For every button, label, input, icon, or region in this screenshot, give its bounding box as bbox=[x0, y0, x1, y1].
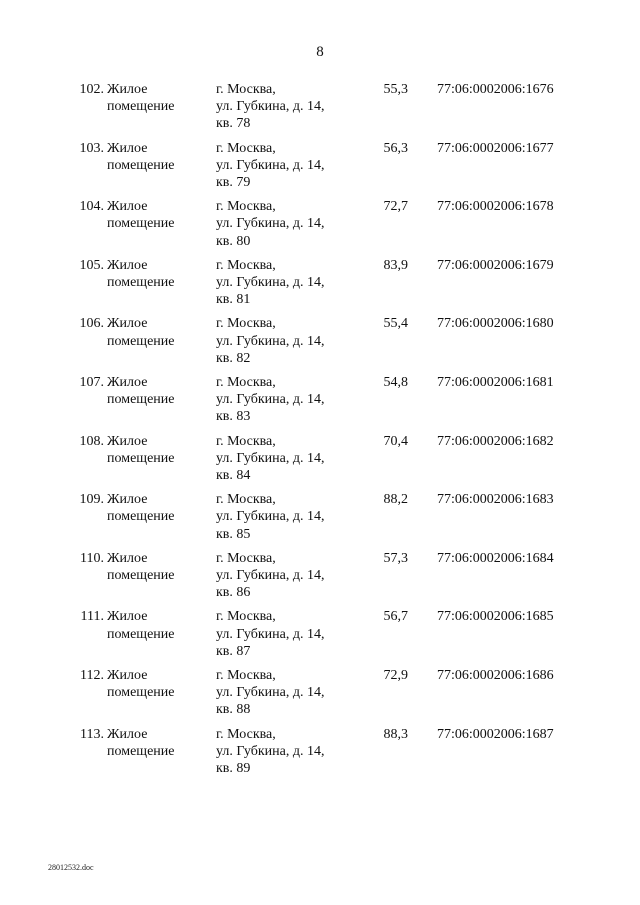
property-row bbox=[0, 257, 640, 316]
address-line-1: г. Москва, bbox=[216, 492, 276, 508]
property-type-line-1: Жилое bbox=[107, 82, 148, 97]
address-line-1: г. Москва, bbox=[216, 726, 276, 742]
page-number: 8 bbox=[316, 44, 324, 60]
address-line-3: кв. 86 bbox=[216, 585, 251, 601]
property-address bbox=[216, 550, 366, 602]
property-area: 56,7 bbox=[383, 609, 408, 625]
address-line-2: ул. Губкина, д. 14, bbox=[216, 626, 325, 642]
property-type-line-1: Жилое bbox=[107, 726, 148, 742]
property-type bbox=[107, 726, 207, 760]
property-type bbox=[107, 608, 207, 642]
property-row bbox=[0, 81, 640, 140]
row-number: 103. bbox=[79, 140, 104, 156]
row-number: 102. bbox=[79, 82, 104, 97]
property-type-line-2: помещение bbox=[107, 274, 175, 290]
property-type-line-2: помещение bbox=[107, 626, 175, 642]
address-line-3: кв. 89 bbox=[216, 760, 251, 776]
property-address bbox=[216, 491, 366, 543]
property-type bbox=[107, 198, 207, 232]
property-type-line-2: помещение bbox=[107, 392, 175, 408]
address-line-2: ул. Губкина, д. 14, bbox=[216, 450, 325, 466]
address-line-2: ул. Губкина, д. 14, bbox=[216, 274, 325, 290]
property-type-line-2: помещение bbox=[107, 450, 175, 466]
property-area: 88,3 bbox=[383, 726, 408, 742]
property-address bbox=[216, 433, 366, 485]
property-type bbox=[107, 81, 207, 115]
property-type bbox=[107, 550, 207, 584]
cadastral-number: 77:06:0002006:1679 bbox=[437, 257, 554, 273]
cadastral-number: 77:06:0002006:1680 bbox=[437, 316, 554, 332]
row-number: 113. bbox=[80, 726, 104, 742]
address-line-2: ул. Губкина, д. 14, bbox=[216, 567, 325, 583]
row-number: 110. bbox=[80, 550, 104, 566]
property-address bbox=[216, 315, 366, 367]
address-line-1: г. Москва, bbox=[216, 257, 276, 273]
property-type-line-2: помещение bbox=[107, 567, 175, 583]
property-type-line-2: помещение bbox=[107, 685, 175, 701]
property-type-line-1: Жилое bbox=[107, 667, 148, 683]
property-row bbox=[0, 491, 640, 550]
property-address bbox=[216, 667, 366, 719]
property-type-line-1: Жилое bbox=[107, 609, 148, 625]
property-row bbox=[0, 374, 640, 433]
address-line-1: г. Москва, bbox=[216, 316, 276, 332]
property-area: 57,3 bbox=[383, 550, 408, 566]
property-type-line-1: Жилое bbox=[107, 199, 148, 215]
property-type bbox=[107, 374, 207, 408]
document-filename: 28012532.doc bbox=[48, 863, 94, 872]
property-row bbox=[0, 433, 640, 492]
property-address bbox=[216, 726, 366, 778]
property-row bbox=[0, 198, 640, 257]
address-line-1: г. Москва, bbox=[216, 374, 276, 390]
property-type bbox=[107, 257, 207, 291]
property-type-line-2: помещение bbox=[107, 333, 175, 349]
property-row bbox=[0, 667, 640, 726]
address-line-2: ул. Губкина, д. 14, bbox=[216, 333, 325, 349]
row-number: 112. bbox=[80, 667, 104, 683]
address-line-3: кв. 83 bbox=[216, 409, 251, 425]
property-type-line-1: Жилое bbox=[107, 374, 148, 390]
property-area: 54,8 bbox=[383, 374, 408, 390]
address-line-3: кв. 78 bbox=[216, 116, 251, 132]
address-line-2: ул. Губкина, д. 14, bbox=[216, 743, 325, 759]
property-address bbox=[216, 374, 366, 426]
row-number: 107. bbox=[79, 374, 104, 390]
address-line-3: кв. 79 bbox=[216, 175, 251, 190]
property-type bbox=[107, 315, 207, 349]
property-area: 88,2 bbox=[383, 492, 408, 508]
property-area: 83,9 bbox=[383, 257, 408, 273]
property-type-line-2: помещение bbox=[107, 157, 175, 173]
address-line-3: кв. 88 bbox=[216, 702, 251, 718]
property-type-line-2: помещение bbox=[107, 509, 175, 525]
row-number: 111. bbox=[80, 609, 104, 625]
property-type-line-2: помещение bbox=[107, 99, 175, 115]
property-row bbox=[0, 315, 640, 374]
cadastral-number: 77:06:0002006:1685 bbox=[437, 609, 554, 625]
row-number: 108. bbox=[79, 433, 104, 449]
address-line-3: кв. 81 bbox=[216, 292, 251, 308]
address-line-2: ул. Губкина, д. 14, bbox=[216, 157, 325, 173]
property-type bbox=[107, 433, 207, 467]
property-address bbox=[216, 81, 366, 133]
property-area: 72,7 bbox=[383, 199, 408, 215]
address-line-3: кв. 87 bbox=[216, 643, 251, 659]
address-line-1: г. Москва, bbox=[216, 82, 276, 97]
address-line-3: кв. 84 bbox=[216, 467, 251, 483]
address-line-1: г. Москва, bbox=[216, 199, 276, 215]
address-line-2: ул. Губкина, д. 14, bbox=[216, 509, 325, 525]
cadastral-number: 77:06:0002006:1678 bbox=[437, 199, 554, 215]
property-row bbox=[0, 550, 640, 609]
property-area: 55,4 bbox=[383, 316, 408, 332]
cadastral-number: 77:06:0002006:1683 bbox=[437, 492, 554, 508]
property-area: 72,9 bbox=[383, 667, 408, 683]
property-type bbox=[107, 667, 207, 701]
property-type-line-1: Жилое bbox=[107, 316, 148, 332]
property-area: 55,3 bbox=[383, 82, 408, 97]
row-number: 109. bbox=[79, 492, 104, 508]
cadastral-number: 77:06:0002006:1687 bbox=[437, 726, 554, 742]
address-line-3: кв. 82 bbox=[216, 350, 251, 366]
row-number: 104. bbox=[79, 199, 104, 215]
address-line-1: г. Москва, bbox=[216, 609, 276, 625]
cadastral-number: 77:06:0002006:1682 bbox=[437, 433, 554, 449]
address-line-2: ул. Губкина, д. 14, bbox=[216, 685, 325, 701]
address-line-1: г. Москва, bbox=[216, 140, 276, 156]
property-row bbox=[0, 726, 640, 785]
property-type bbox=[107, 140, 207, 174]
row-number: 106. bbox=[79, 316, 104, 332]
address-line-2: ул. Губкина, д. 14, bbox=[216, 216, 325, 232]
property-type-line-1: Жилое bbox=[107, 550, 148, 566]
property-area: 56,3 bbox=[383, 140, 408, 156]
cadastral-number: 77:06:0002006:1676 bbox=[437, 82, 554, 97]
property-type-line-2: помещение bbox=[107, 743, 175, 759]
property-list bbox=[0, 81, 640, 784]
cadastral-number: 77:06:0002006:1684 bbox=[437, 550, 554, 566]
property-address bbox=[216, 608, 366, 660]
address-line-1: г. Москва, bbox=[216, 550, 276, 566]
property-row bbox=[0, 608, 640, 667]
address-line-2: ул. Губкина, д. 14, bbox=[216, 392, 325, 408]
property-type-line-1: Жилое bbox=[107, 140, 148, 156]
property-type-line-2: помещение bbox=[107, 216, 175, 232]
row-number: 105. bbox=[79, 257, 104, 273]
property-type-line-1: Жилое bbox=[107, 433, 148, 449]
property-type bbox=[107, 491, 207, 525]
cadastral-number: 77:06:0002006:1677 bbox=[437, 140, 554, 156]
address-line-3: кв. 80 bbox=[216, 233, 251, 249]
property-type-line-1: Жилое bbox=[107, 492, 148, 508]
address-line-1: г. Москва, bbox=[216, 433, 276, 449]
address-line-3: кв. 85 bbox=[216, 526, 251, 542]
property-type-line-1: Жилое bbox=[107, 257, 148, 273]
property-row bbox=[0, 140, 640, 199]
cadastral-number: 77:06:0002006:1681 bbox=[437, 374, 554, 390]
property-address bbox=[216, 140, 366, 192]
property-address bbox=[216, 257, 366, 309]
property-area: 70,4 bbox=[383, 433, 408, 449]
property-address bbox=[216, 198, 366, 250]
address-line-2: ул. Губкина, д. 14, bbox=[216, 99, 325, 115]
address-line-1: г. Москва, bbox=[216, 667, 276, 683]
cadastral-number: 77:06:0002006:1686 bbox=[437, 667, 554, 683]
